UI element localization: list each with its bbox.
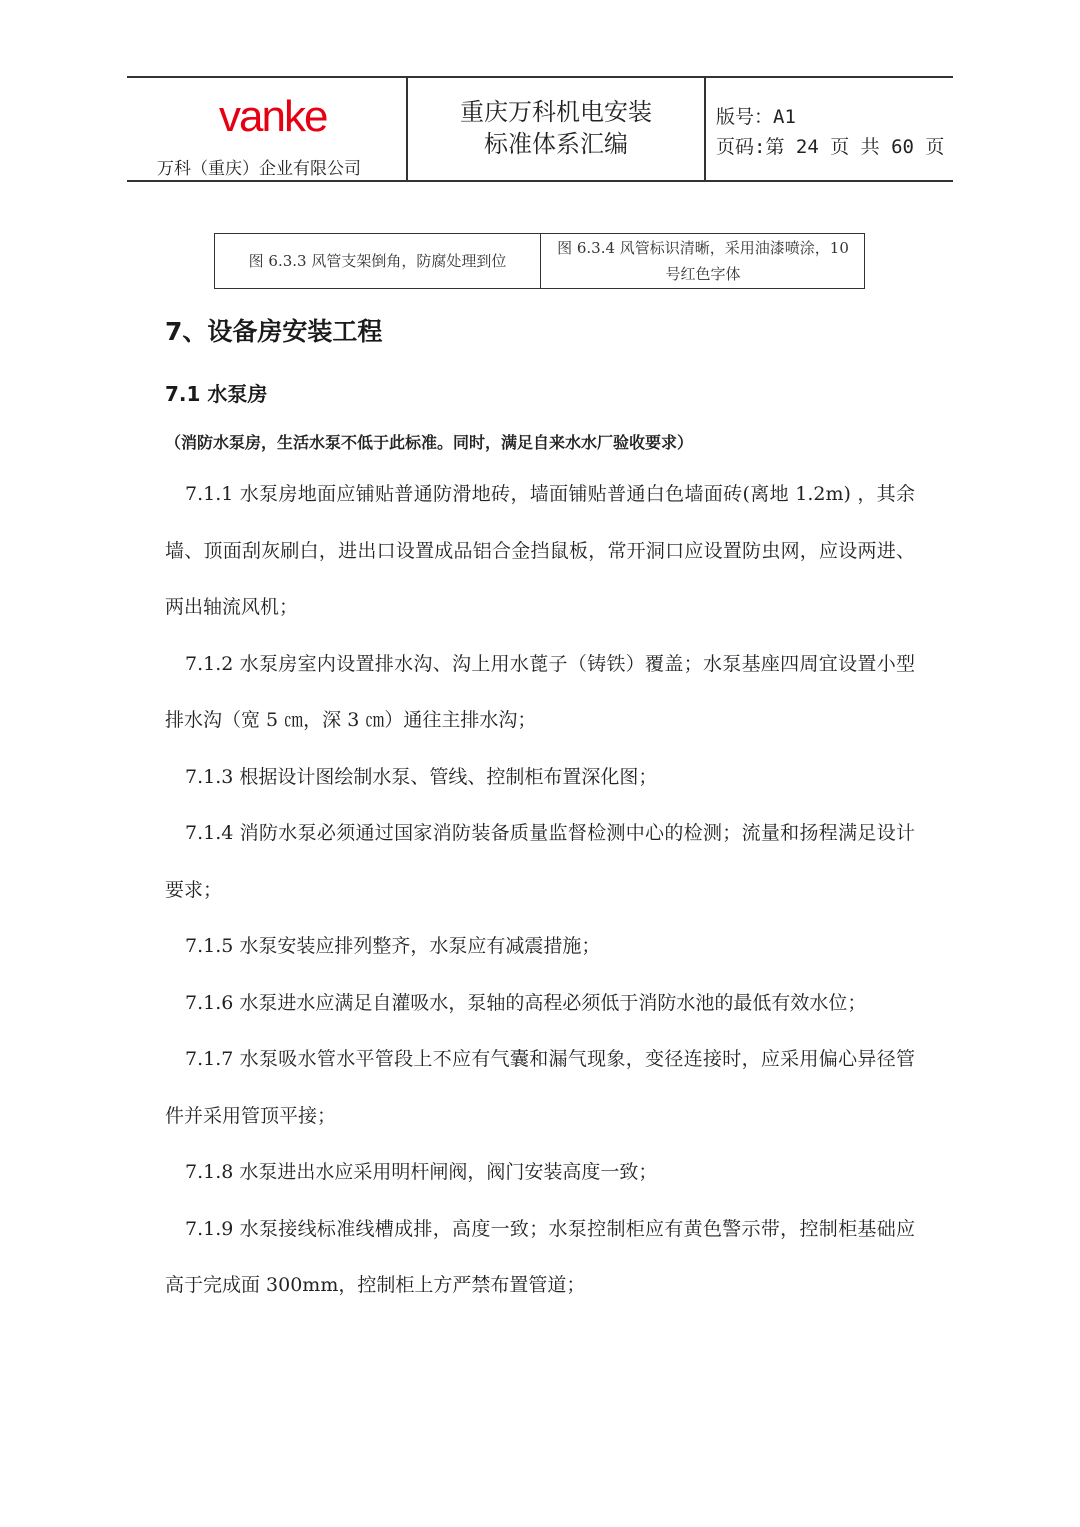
document-header [127, 76, 953, 182]
paragraph: 7.1.4 消防水泵必须通过国家消防装备质量监督检测中心的检测；流量和扬程满足设计要求； [165, 822, 915, 901]
vanke-logo: vanke [219, 92, 327, 141]
section-title: 7、设备房安装工程 [165, 317, 383, 346]
paragraph: 7.1.5 水泵安装应排列整齐，水泵应有减震措施； [185, 935, 601, 957]
header-meta-cell [706, 78, 953, 180]
page-number: 页码:第 24 页 共 60 页 [716, 136, 945, 158]
paragraph: 7.1.8 水泵进出水应采用明杆闸阀，阀门安装高度一致； [185, 1161, 658, 1183]
paragraph: 7.1.1 水泵房地面应铺贴普通防滑地砖，墙面铺贴普通白色墙面砖(离地 1.2m) ，其余墙、顶面刮灰刷白，进出口设置成品铝合金挡鼠板，常开洞口应设置防虫网，应设两进、两出轴流风机； [165, 483, 915, 618]
section-note: （消防水泵房，生活水泵不低于此标准。同时，满足自来水水厂验收要求） [165, 433, 694, 452]
company-name: 万科（重庆）企业有限公司 [157, 159, 361, 179]
paragraph: 7.1.6 水泵进水应满足自灌吸水，泵轴的高程必须低于消防水池的最低有效水位； [185, 991, 867, 1014]
document-title [408, 96, 704, 160]
paragraph: 7.1.9 水泵接线标准线槽成排，高度一致；水泵控制柜应有黄色警示带，控制柜基础应高于完成面 300mm，控制柜上方严禁布置管道； [165, 1217, 915, 1296]
paragraph: 7.1.7 水泵吸水管水平管段上不应有气囊和漏气现象，变径连接时，应采用偏心异径管件并采用管顶平接； [165, 1048, 915, 1127]
figure-caption-table [214, 233, 865, 289]
paragraph: 7.1.3 根据设计图绘制水泵、管线、控制柜布置深化图； [185, 765, 658, 788]
document-title-line2: 标准体系汇编 [484, 130, 628, 158]
body-text [165, 466, 915, 1314]
header-title-cell [408, 78, 706, 180]
header-logo-cell [127, 78, 408, 180]
figure-caption: 图 6.3.3 风管支架倒角，防腐处理到位 [215, 234, 541, 288]
subsection-title: 7.1 水泵房 [165, 382, 268, 406]
version-number: 版号：A1 [716, 106, 796, 128]
figure-caption: 图 6.3.4 风管标识清晰，采用油漆喷涂，10 号红色字体 [557, 239, 849, 283]
document-title-line1: 重庆万科机电安装 [460, 98, 652, 126]
paragraph: 7.1.2 水泵房室内设置排水沟、沟上用水蓖子（铸铁）覆盖；水泵基座四周宜设置小型排水沟（宽 5 ㎝，深 3 ㎝）通往主排水沟； [165, 652, 915, 731]
